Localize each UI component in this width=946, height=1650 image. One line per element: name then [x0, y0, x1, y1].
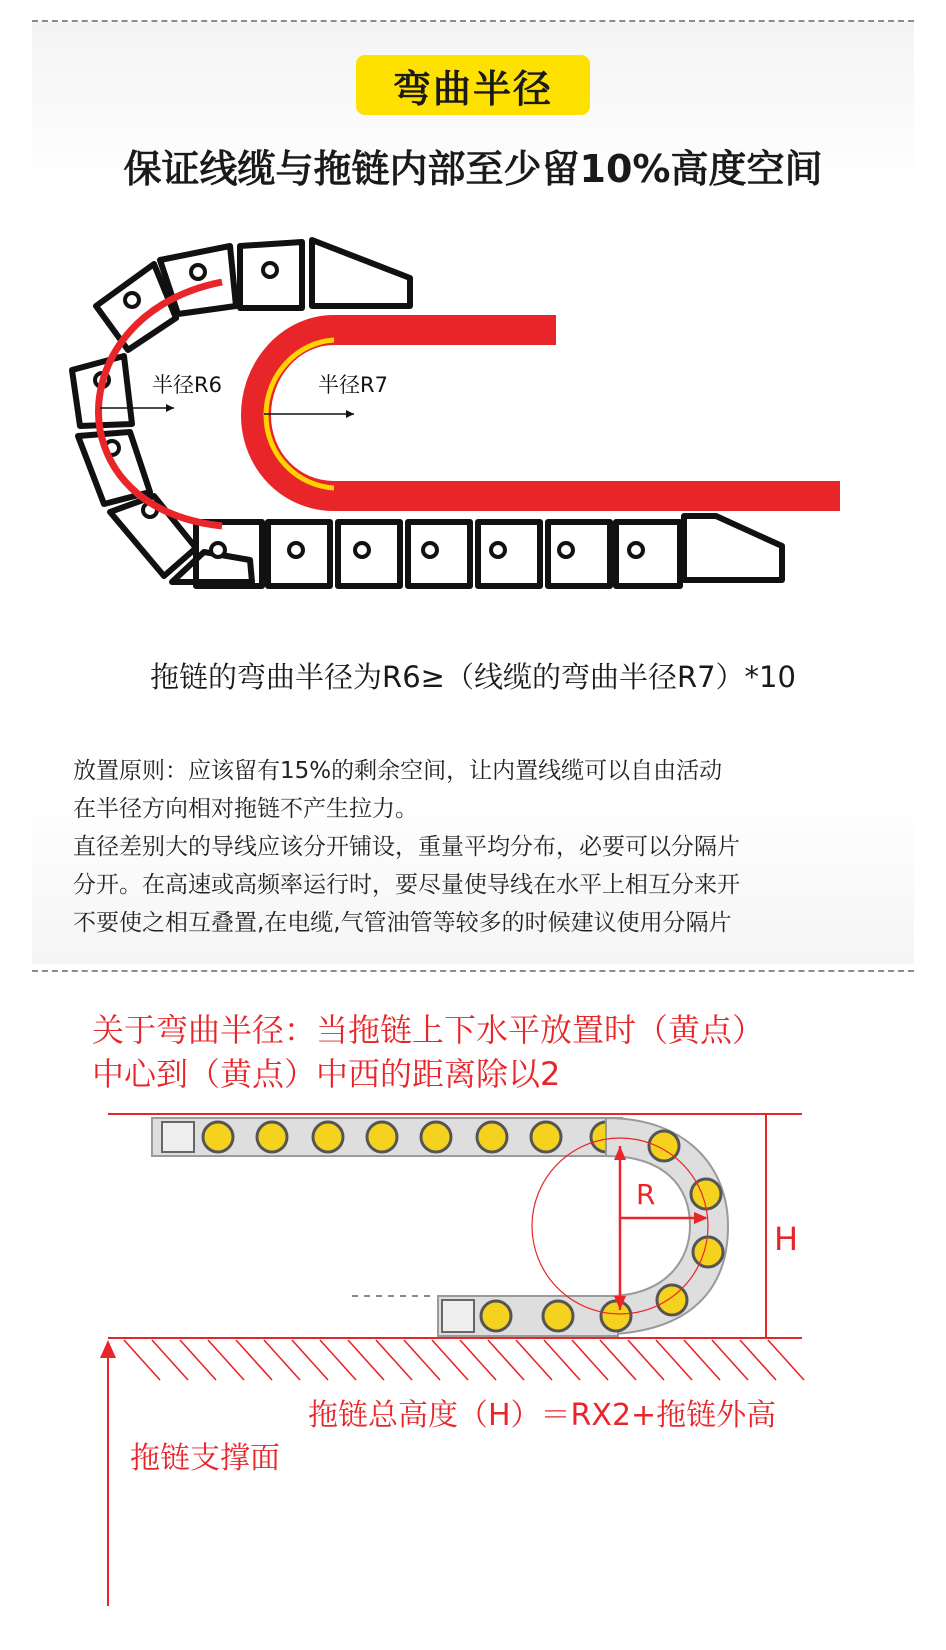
- pin-hole: [423, 543, 437, 557]
- radius-formula: 拖链的弯曲半径为R6≥（线缆的弯曲半径R7）*10: [150, 660, 796, 694]
- pin-hole: [559, 543, 573, 557]
- chain-link: [408, 522, 470, 586]
- note-line: 中心到（黄点）中西的距离除以2: [92, 1055, 561, 1093]
- rule-line: 放置原则：应该留有15%的剩余空间，让内置线缆可以自由活动: [73, 758, 723, 784]
- lower-end-bracket: [442, 1300, 474, 1332]
- pin-hole: [491, 543, 505, 557]
- pin-hole: [355, 543, 369, 557]
- bend-radius-note: [92, 1008, 932, 1096]
- pin-hole: [211, 543, 225, 557]
- support-surface-label: 拖链支撑面: [130, 1441, 280, 1476]
- arrow-icon: [346, 410, 354, 418]
- rule-line: 分开。在高速或高频率运行时，要尽量使导线在水平上相互分来开: [73, 872, 740, 898]
- chain-bend-arc: [99, 282, 222, 526]
- cable-body: [256, 330, 840, 496]
- chain-link: [548, 522, 610, 586]
- chain-link: [616, 522, 680, 586]
- pin-hole: [191, 265, 205, 279]
- pin-hole: [629, 543, 643, 557]
- lower-pins: [481, 1301, 631, 1331]
- ground-hatching: [124, 1340, 804, 1380]
- rule-line: 在半径方向相对拖链不产生拉力。: [73, 796, 418, 822]
- rule-line: 直径差别大的导线应该分开铺设，重量平均分布，必要可以分隔片: [73, 834, 740, 860]
- r7-label: 半径R7: [318, 373, 388, 397]
- chain-link: [478, 522, 540, 586]
- bend-radius-diagram: [0, 200, 946, 840]
- arrow-icon: [100, 1340, 116, 1358]
- total-height-formula: 拖链总高度（H）＝RX2+拖链外高: [308, 1398, 777, 1433]
- installation-diagram: [0, 1090, 946, 1650]
- section-badge: 弯曲半径: [356, 55, 590, 115]
- h-label: H: [774, 1220, 799, 1258]
- rule-line: 不要使之相互叠置,在电缆,气管油管等较多的时候建议使用分隔片: [73, 910, 732, 936]
- middle-divider: [32, 970, 914, 972]
- section-headline: 保证线缆与拖链内部至少留10%高度空间: [123, 147, 823, 191]
- placement-rules: [73, 752, 893, 942]
- chain-link: [312, 240, 410, 306]
- note-line: 关于弯曲半径：当拖链上下水平放置时（黄点）: [92, 1011, 765, 1049]
- pin-hole: [263, 263, 277, 277]
- r-label: R: [636, 1178, 656, 1211]
- pin-hole: [125, 293, 139, 307]
- upper-end-bracket: [162, 1122, 194, 1152]
- chain-end-bracket: [684, 516, 782, 580]
- pin-hole: [289, 543, 303, 557]
- r6-label: 半径R6: [152, 373, 222, 397]
- arrow-icon: [166, 404, 174, 412]
